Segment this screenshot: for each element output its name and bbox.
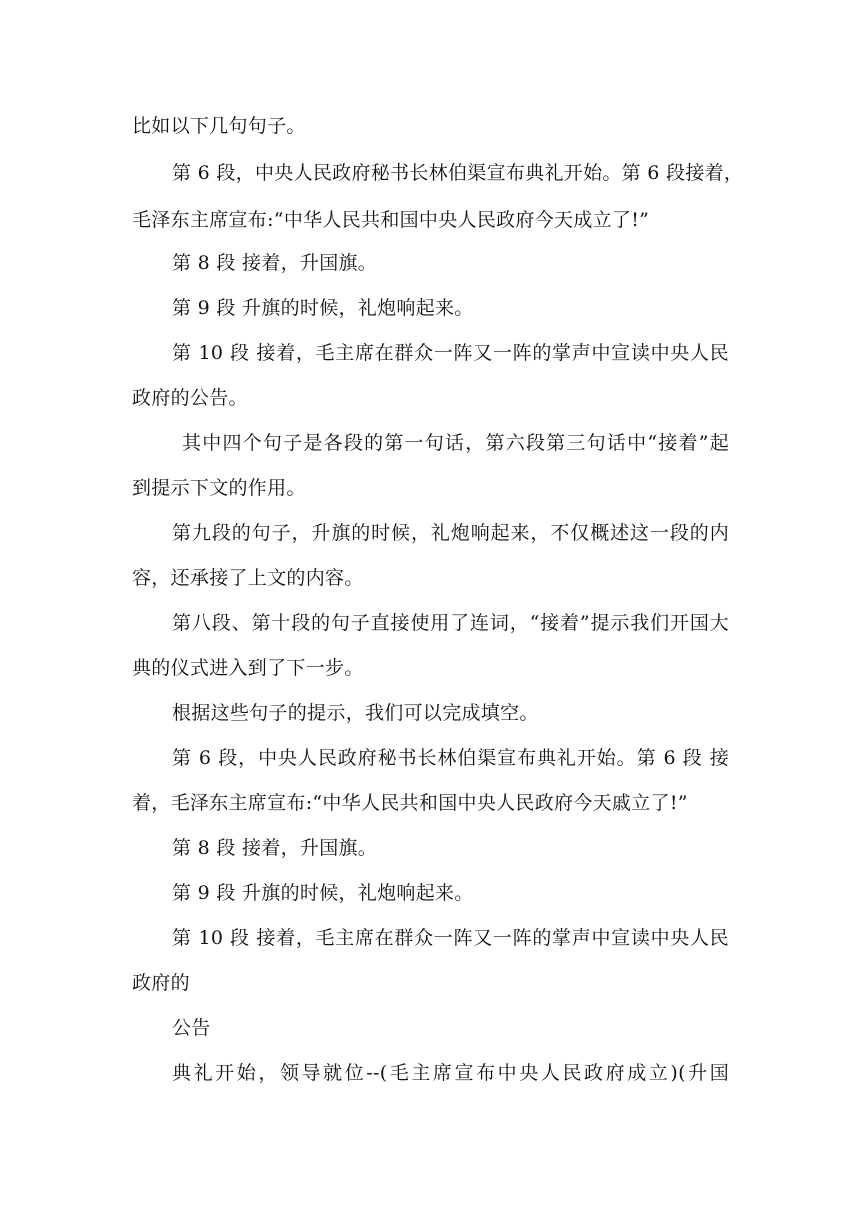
text-line: 其中四个句子是各段的第一句话，第六段第三句话中“接着”起 <box>182 432 729 454</box>
text-line: 第 9 段 升旗的时候，礼炮响起来。 <box>172 882 474 904</box>
text-line: 第 6 段，中央人民政府秘书长林伯渠宣布典礼开始。第 6 段接着， <box>172 162 744 184</box>
text-line: 到提示下文的作用。 <box>132 477 306 499</box>
text-line: 比如以下几句句子。 <box>132 115 306 137</box>
text-line: 容，还承接了上文的内容。 <box>132 567 364 589</box>
text-line: 第 10 段 接着，毛主席在群众一阵又一阵的掌声中宣读中央人民 <box>172 927 729 949</box>
text-line: 政府的公告。 <box>132 387 248 409</box>
text-line: 着，毛泽东主席宣布:“中华人民共和国中央人民政府今天戚立了!” <box>132 792 688 814</box>
text-line: 典的仪式进入到了下一步。 <box>132 657 364 679</box>
text-line: 第 8 段 接着，升国旗。 <box>172 252 378 274</box>
text-line: 政府的 <box>132 972 190 994</box>
text-line: 根据这些句子的提示，我们可以完成填空。 <box>172 702 539 724</box>
text-line: 第 9 段 升旗的时候，礼炮响起来。 <box>172 297 474 319</box>
text-line: 第九段的句子，升旗的时候，礼炮响起来，不仅概述这一段的内 <box>172 522 729 544</box>
text-line: 毛泽东主席宣布:“中华人民共和国中央人民政府今天成立了!” <box>132 209 650 231</box>
text-line: 典礼开始，领导就位--(毛主席宣布中央人民政府成立)(升国 <box>172 1062 729 1084</box>
text-line: 公告 <box>172 1017 211 1039</box>
text-line: 第 10 段 接着，毛主席在群众一阵又一阵的掌声中宣读中央人民 <box>172 342 729 364</box>
text-line: 第 6 段，中央人民政府秘书长林伯渠宣布典礼开始。第 6 段 接 <box>172 747 729 769</box>
text-line: 第 8 段 接着，升国旗。 <box>172 837 378 859</box>
text-line: 第八段、第十段的句子直接使用了连词，“接着”提示我们开国大 <box>172 612 729 634</box>
